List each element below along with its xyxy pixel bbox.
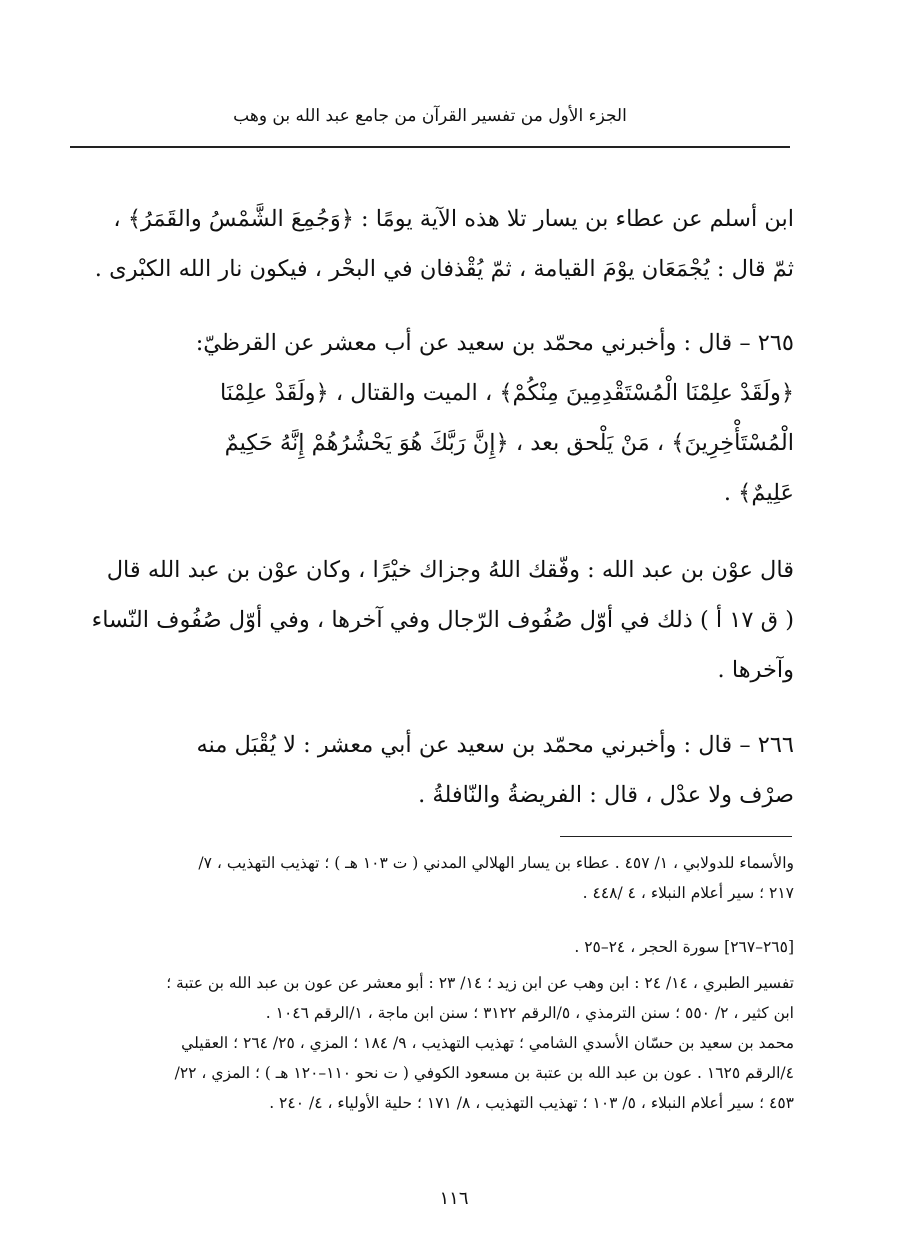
- text-line: عَلِيمٌ﴾ .: [723, 480, 794, 506]
- paragraph-266: [74, 720, 794, 820]
- footnote-line: [٢٦٥–٢٦٧] سورة الحجر ، ٢٤–٢٥ .: [574, 938, 794, 956]
- footnote-line: ٤٥٣ ؛ سير أعلام النبلاء ، ٥/ ١٠٣ ؛ تهذيب التهذيب ، ٨/ ١٧١ ؛ حلية الأولياء ، ٤/ ٢٤٠ .: [269, 1094, 794, 1112]
- text-line: صرْف ولا عدْل ، قال : الفريضةُ والنّافلةُ .: [418, 782, 794, 808]
- footnote-block: [74, 848, 794, 908]
- text-line: ثمّ قال : يُجْمَعَان يوْمَ القيامة ، ثمّ يُقْذفان في البحْر ، فيكون نار الله الكبْرى .: [94, 256, 794, 282]
- text-line: ابن أسلم عن عطاء بن يسار تلا هذه الآية يومًا : ﴿وَجُمِعَ الشَّمْسُ والقَمَرُ﴾ ،: [113, 206, 794, 232]
- footnote-divider: [560, 836, 792, 837]
- text-line: وآخرها .: [717, 657, 794, 683]
- text-line: الْمُسْتَأْخِرِينَ﴾ ، مَنْ يَلْحق بعد ، ﴿إِنَّ رَبَّكَ هُوَ يَحْشُرُهُمْ إِنَّهُ حَكِيمٌ: [224, 430, 794, 456]
- footnote-line: ٤/الرقم ١٦٢٥ . عون بن عبد الله بن عتبة بن مسعود الكوفي ( ت نحو ١١٠–١٢٠ هـ ) ؛ المزي ، ٢٢/: [174, 1064, 794, 1082]
- text-line: ٢٦٦ – قال : وأخبرني محمّد بن سعيد عن أبي معشر : لا يُقْبَل منه: [196, 732, 794, 758]
- footnote-line: تفسير الطبري ، ١٤/ ٢٤ : ابن وهب عن ابن زيد ؛ ١٤/ ٢٣ : أبو معشر عن عون بن عبد الله بن عتبة ؛: [166, 974, 794, 992]
- text-line: ( ق ١٧ أ ) ذلك في أوّل صُفُوف الرّجال وفي آخرها ، وفي أوّل صُفُوف النّساء: [91, 607, 794, 633]
- paragraph-awn: [74, 545, 794, 695]
- footnote-line: محمد بن سعيد بن حسّان الأسدي الشامي ؛ تهذيب التهذيب ، ٩/ ١٨٤ ؛ المزي ، ٢٥/ ٢٦٤ ؛ العقيلي: [181, 1034, 794, 1052]
- paragraph-265: [74, 318, 794, 518]
- page-number: ١١٦: [439, 1188, 469, 1209]
- footnote-line: والأسماء للدولابي ، ١/ ٤٥٧ . عطاء بن يسار الهلالي المدني ( ت ١٠٣ هـ ) ؛ تهذيب التهذيب ، ٧/: [198, 854, 794, 872]
- footnote-block: [74, 968, 794, 1118]
- text-line: ﴿ولَقَدْ علِمْنَا الْمُسْتَقْدِمِينَ مِنْكُمْ﴾ ، الميت والقتال ، ﴿ولَقَدْ علِمْنَا: [219, 380, 794, 406]
- text-line: قال عوْن بن عبد الله : وفّقك اللهُ وجزاك خيْرًا ، وكان عوْن بن عبد الله قال: [106, 557, 794, 583]
- header-divider: [70, 146, 790, 148]
- text-line: ٢٦٥ – قال : وأخبرني محمّد بن سعيد عن أب معشر عن القرظيّ:: [195, 330, 794, 356]
- footnote-line: ابن كثير ، ٢/ ٥٥٠ ؛ سنن الترمذي ، ٥/الرقم ٣١٢٢ ؛ سنن ابن ماجة ، ١/الرقم ١٠٤٦ .: [265, 1004, 794, 1022]
- footnote-line: ٢١٧ ؛ سير أعلام النبلاء ، ٤ /٤٤٨ .: [582, 884, 794, 902]
- paragraph-continuation: [74, 194, 794, 294]
- footnote-block: [74, 932, 794, 962]
- running-header: الجزء الأول من تفسير القرآن من جامع عبد الله بن وهب: [233, 106, 627, 126]
